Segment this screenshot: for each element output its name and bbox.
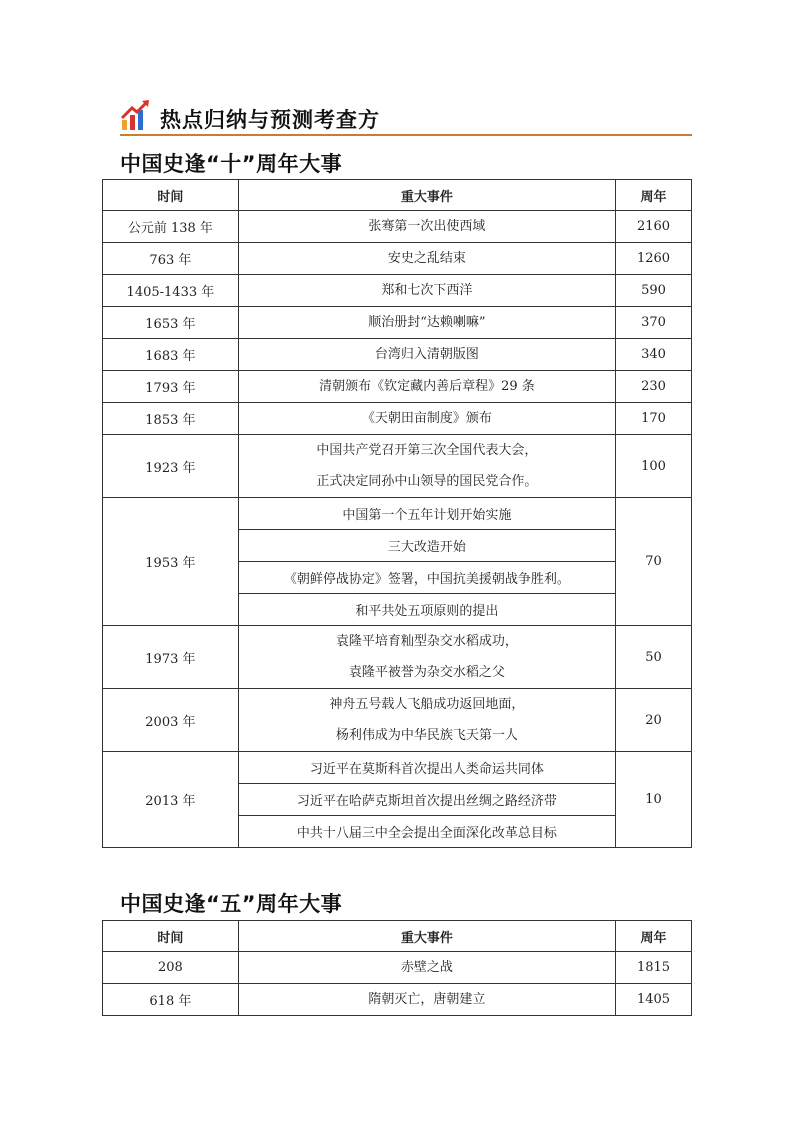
header-title: 热点归纳与预测考查方: [160, 108, 380, 132]
event-line: 《天朝田亩制度》颁布: [361, 411, 492, 426]
years-cell: 1815: [616, 952, 692, 984]
years-cell: 2160: [616, 211, 692, 243]
event-line: 清朝颁布《钦定藏内善后章程》29 条: [319, 379, 535, 394]
event-cell: 和平共处五项原则的提出: [238, 594, 615, 626]
event-line: 神舟五号载人飞船成功返回地面，: [329, 697, 525, 712]
years-cell: 230: [616, 371, 692, 403]
table-row: [103, 403, 692, 435]
table-row: [103, 626, 692, 689]
table-row: [103, 211, 692, 243]
event-line: 中国共产党召开第三次全国代表大会，: [316, 443, 538, 458]
col-header-event: 重大事件: [238, 180, 615, 211]
years-cell: 20: [616, 689, 692, 752]
section2-table: [102, 920, 692, 1016]
table-header-row: [103, 180, 692, 211]
years-cell: 590: [616, 275, 692, 307]
event-cell: [238, 243, 615, 275]
time-cell: 763 年: [103, 243, 239, 275]
table-header-row: [103, 921, 692, 952]
col-header-years: 周年: [616, 921, 692, 952]
event-cell: [238, 435, 615, 498]
years-cell: 10: [616, 752, 692, 848]
event-cell: [238, 211, 615, 243]
table-row: [103, 498, 692, 530]
years-cell: 340: [616, 339, 692, 371]
time-cell: 1405-1433 年: [103, 275, 239, 307]
header-rule: [120, 134, 692, 136]
event-cell: [238, 403, 615, 435]
event-cell: 中共十八届三中全会提出全面深化改革总目标: [238, 816, 615, 848]
time-cell: 2013 年: [103, 752, 239, 848]
page-header: [120, 98, 692, 138]
time-cell: 1953 年: [103, 498, 239, 626]
event-line: 杨利伟成为中华民族飞天第一人: [335, 728, 518, 743]
table-row: [103, 275, 692, 307]
time-cell: 618 年: [103, 984, 239, 1016]
years-cell: 100: [616, 435, 692, 498]
years-cell: 50: [616, 626, 692, 689]
years-cell: 70: [616, 498, 692, 626]
event-cell: 中国第一个五年计划开始实施: [238, 498, 615, 530]
event-cell: [238, 275, 615, 307]
event-cell: [238, 689, 615, 752]
time-cell: 1793 年: [103, 371, 239, 403]
col-header-time: 时间: [103, 921, 239, 952]
event-cell: 三大改造开始: [238, 530, 615, 562]
time-cell: 1653 年: [103, 307, 239, 339]
section1-table: [102, 179, 692, 848]
table-row: [103, 339, 692, 371]
table-row: [103, 307, 692, 339]
years-cell: 170: [616, 403, 692, 435]
event-line: 袁隆平培育籼型杂交水稻成功，: [335, 634, 518, 649]
time-cell: 2003 年: [103, 689, 239, 752]
event-cell: [238, 339, 615, 371]
time-cell: 1923 年: [103, 435, 239, 498]
event-line: 隋朝灭亡，唐朝建立: [368, 992, 486, 1007]
time-cell: 1973 年: [103, 626, 239, 689]
event-cell: 习近平在哈萨克斯坦首次提出丝绸之路经济带: [238, 784, 615, 816]
event-line: 正式决定同孙中山领导的国民党合作。: [316, 474, 538, 489]
event-cell: 《朝鲜停战协定》签署，中国抗美援朝战争胜利。: [238, 562, 615, 594]
event-line: 安史之乱结束: [387, 251, 466, 266]
rising-chart-icon: [120, 98, 152, 132]
table-row: [103, 371, 692, 403]
time-cell: 1683 年: [103, 339, 239, 371]
table-row: [103, 435, 692, 498]
event-line: 台湾归入清朝版图: [374, 347, 479, 362]
years-cell: 1405: [616, 984, 692, 1016]
years-cell: 1260: [616, 243, 692, 275]
table-row: [103, 243, 692, 275]
time-cell: 1853 年: [103, 403, 239, 435]
event-cell: [238, 371, 615, 403]
col-header-event: 重大事件: [238, 921, 615, 952]
table-row: [103, 952, 692, 984]
col-header-years: 周年: [616, 180, 692, 211]
event-line: 顺治册封“达赖喇嘛”: [368, 315, 486, 330]
event-cell: [238, 626, 615, 689]
event-cell: [238, 307, 615, 339]
section2-title: 中国史逢“五”周年大事: [120, 892, 343, 916]
time-cell: 208: [103, 952, 239, 984]
time-cell: 公元前 138 年: [103, 211, 239, 243]
years-cell: 370: [616, 307, 692, 339]
event-line: 郑和七次下西洋: [381, 283, 473, 298]
event-line: 张骞第一次出使西域: [368, 219, 486, 234]
section1-title: 中国史逢“十”周年大事: [120, 152, 343, 176]
col-header-time: 时间: [103, 180, 239, 211]
event-cell: 习近平在莫斯科首次提出人类命运共同体: [238, 752, 615, 784]
event-line: 袁隆平被誉为杂交水稻之父: [348, 665, 505, 680]
table-row: [103, 984, 692, 1016]
event-cell: [238, 984, 615, 1016]
event-cell: [238, 952, 615, 984]
table-row: [103, 752, 692, 784]
event-line: 赤壁之战: [400, 960, 453, 975]
table-row: [103, 689, 692, 752]
